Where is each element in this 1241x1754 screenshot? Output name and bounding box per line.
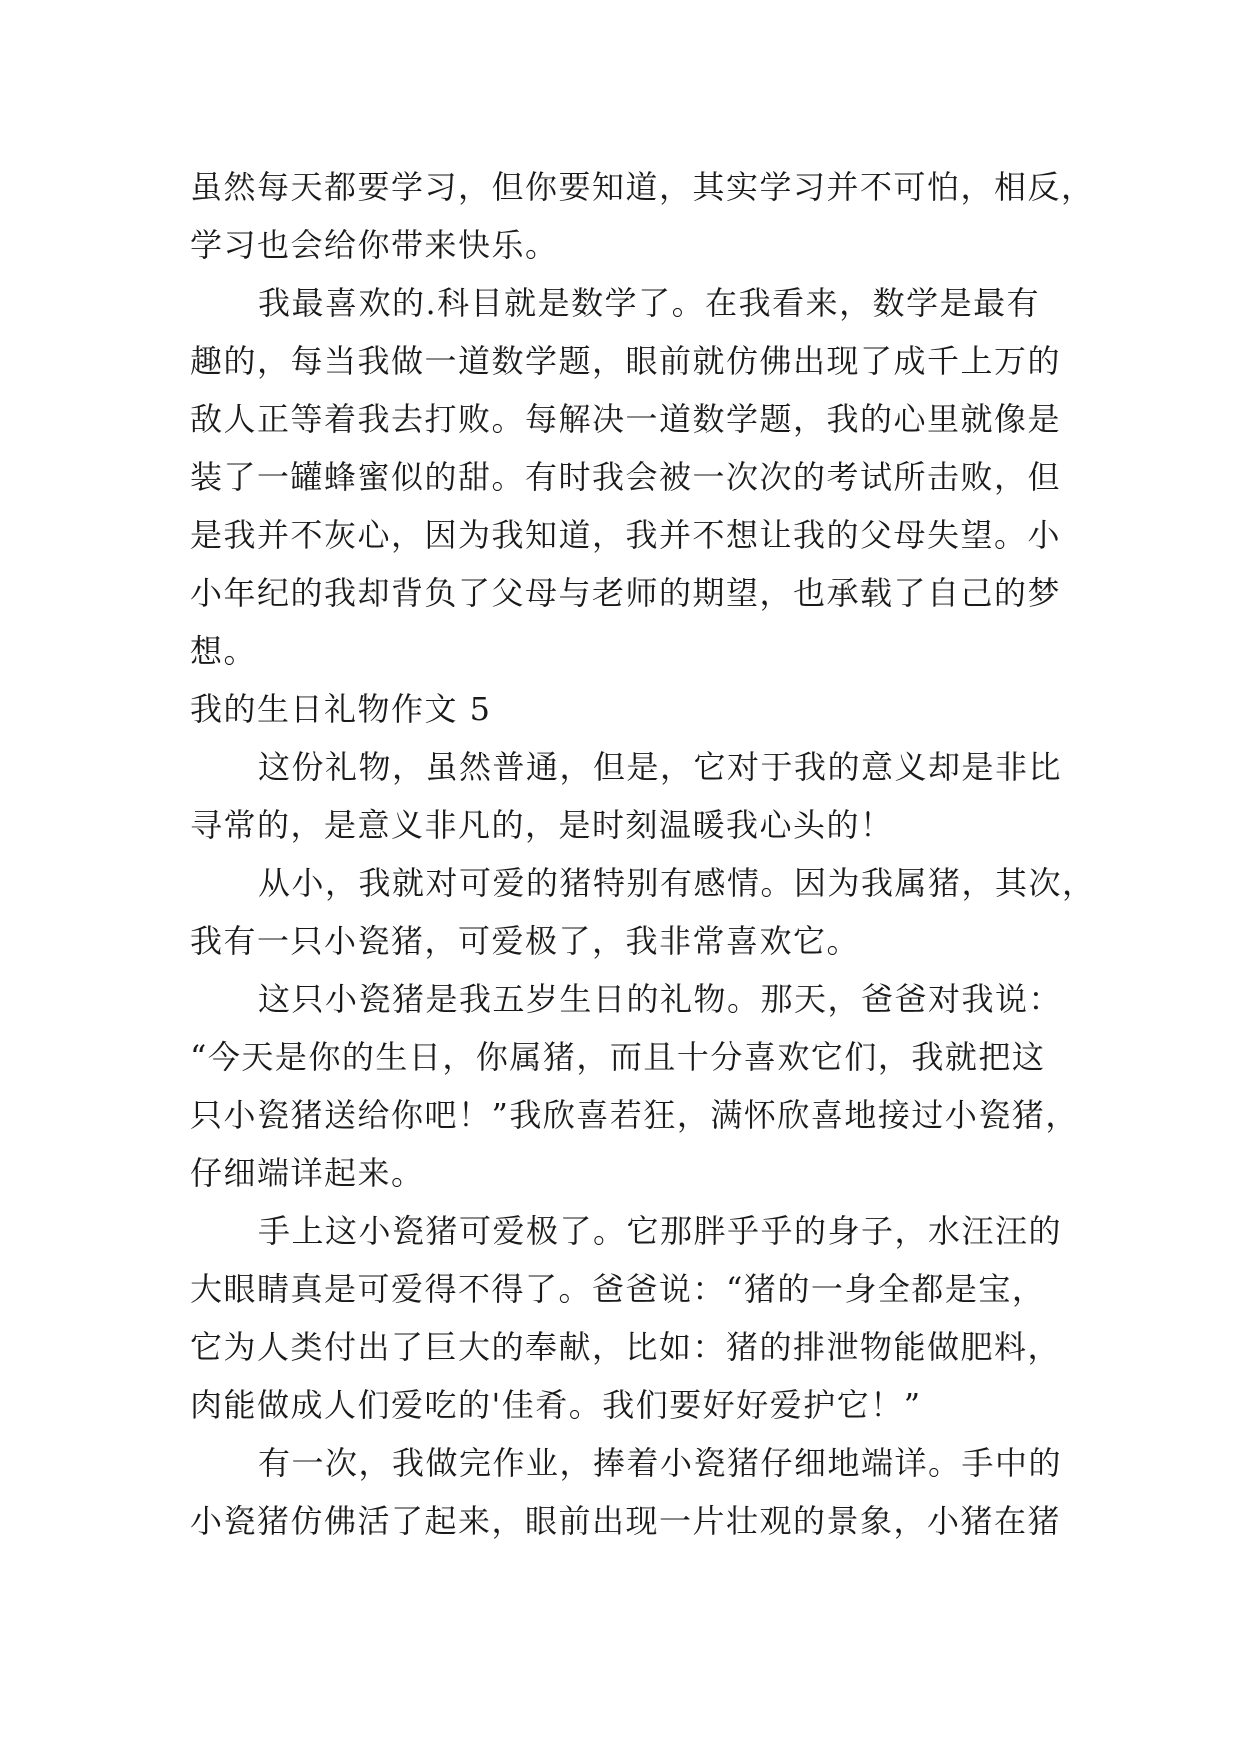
text-line: 小年纪的我却背负了父母与老师的期望，也承载了自己的梦 bbox=[190, 574, 1062, 612]
text-line: 肉能做成人们爱吃的'佳肴。我们要好好爱护它！” bbox=[190, 1386, 922, 1424]
text-line: 敌人正等着我去打败。每解决一道数学题，我的心里就像是 bbox=[190, 400, 1062, 438]
paragraph-start-line: 我最喜欢的.科目就是数学了。在我看来，数学是最有 bbox=[258, 284, 1041, 322]
text-line: 装了一罐蜂蜜似的甜。有时我会被一次次的考试所击败，但 bbox=[190, 458, 1062, 496]
paragraph-start-line: 手上这小瓷猪可爱极了。它那胖乎乎的身子，水汪汪的 bbox=[258, 1212, 1063, 1250]
text-line: “今天是你的生日，你属猪，而且十分喜欢它们，我就把这 bbox=[190, 1038, 1046, 1076]
text-line: 仔细端详起来。 bbox=[190, 1154, 425, 1192]
text-line: 是我并不灰心，因为我知道，我并不想让我的父母失望。小 bbox=[190, 516, 1062, 554]
paragraph-start-line: 这只小瓷猪是我五岁生日的礼物。那天，爸爸对我说： bbox=[258, 980, 1063, 1018]
text-line: 虽然每天都要学习，但你要知道，其实学习并不可怕，相反， bbox=[190, 168, 1095, 206]
text-line: 小瓷猪仿佛活了起来，眼前出现一片壮观的景象，小猪在猪 bbox=[190, 1502, 1062, 1540]
text-line: 寻常的，是意义非凡的，是时刻温暖我心头的！ bbox=[190, 806, 894, 844]
text-line: 学习也会给你带来快乐。 bbox=[190, 226, 559, 264]
text-line: 我有一只小瓷猪，可爱极了，我非常喜欢它。 bbox=[190, 922, 861, 960]
document-body bbox=[190, 158, 1096, 1550]
text-line: 它为人类付出了巨大的奉献，比如：猪的排泄物能做肥料， bbox=[190, 1328, 1062, 1366]
paragraph-start-line: 这份礼物，虽然普通，但是，它对于我的意义却是非比 bbox=[258, 748, 1063, 786]
section-heading: 我的生日礼物作文 5 bbox=[190, 690, 492, 728]
text-line: 趣的，每当我做一道数学题，眼前就仿佛出现了成千上万的 bbox=[190, 342, 1062, 380]
text-line: 只小瓷猪送给你吧！”我欣喜若狂，满怀欣喜地接过小瓷猪， bbox=[190, 1096, 1079, 1134]
text-line: 想。 bbox=[190, 632, 258, 670]
text-line: 大眼睛真是可爱得不得了。爸爸说：“猪的一身全都是宝， bbox=[190, 1270, 1046, 1308]
paragraph-start-line: 从小，我就对可爱的猪特别有感情。因为我属猪，其次， bbox=[258, 864, 1096, 902]
paragraph-start-line: 有一次，我做完作业，捧着小瓷猪仔细地端详。手中的 bbox=[258, 1444, 1063, 1482]
